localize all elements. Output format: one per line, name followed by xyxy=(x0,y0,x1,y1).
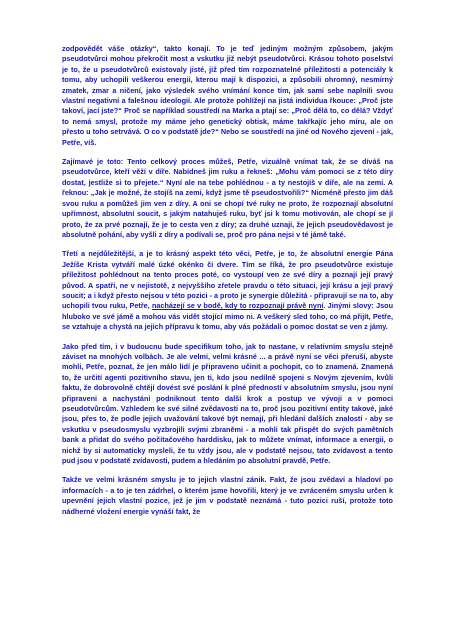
paragraph-5: Takže ve velmi krásném smyslu je to jejich vlastní zánik. Fakt, že jsou zvědaví a hladoví po informacích - a to je ten zádrhel, o kterém jsme hovořili, který je ve zvráceném smyslu určen k upevnění jejich vlastní pozice, jež je jim v podstatě neznámá - tuto pozici ruší, protože toto nádherné vložení energie vynáší fakt, že xyxy=(62,475,393,516)
underlined-phrase: nacházejí se v bodě, kdy to rozpoznají právě nyní xyxy=(151,301,324,311)
paragraph-3: Třetí a nejdůležitější, a je to krásný aspekt této věci, Petře, je to, že absolutní energie Pána Ježíše Krista vytváří malé úzké okénko či dvere. Tím se říká, že pro pseudotvůrce existuje příležitost pohlédnout na tento proces poté, co vystoupí ven ze své díry a poznají její pravý původ. A spatří, ne v nejistotě, z nejvyššího zřetele pravdu o této situaci, její krásu a její pravý soucit; a i když přesto nejsou v této pozici - a proto je synergie důležitá - připravují se na to, aby uchopili tvou ruku, Petře, nacházejí se v bodě, kdy to rozpoznají právě nyní. Jinými slovy: Jsou hluboko ve své jámě a mohou vás vidět stojící mimo ni. A veškerý sled toho, co má přijít, Petře, se vztahuje a chystá na jejich přípravu k tomu, aby vás požádali o pomoc dostat se ven z jámy. xyxy=(62,249,393,332)
paragraph-2: Zajímavé je toto: Tento celkový proces můžeš, Petře, vizuálně vnímat tak, že se díváš na pseudotvůrce, kteří věží v díře. Nabídneš jim ruku a řekneš: „Mohu vám pomoci se z této díry dostat, jestliže si to přejete.“ Nyní ale na tebe pohlédnou - a ty nestojíš v díře, ale na zemi. A řeknou: „Jak je možné, že stojíš na zemi, když jsme tě pseudostvořili?“ Nicméně přesto jim dáš svou ruku a pomůžeš jim ven z díry. A oni se chopí tvé ruky ne proto, že rozpoznají absolutní upřímnost, absolutní soucit, s jakým natahuješ ruku, byť jsi k tomu motivován, ale chopí se jí proto, že za prvé poznají, že je to cesta ven z díry; za druhé uznají, že jejich pseudovědavost je absolutně pohání, aby vyšli z díry a podívali se, proč pro pána nejsi v té jámě také. xyxy=(62,157,393,239)
paragraph-4: Jako před tím, i v budoucnu bude specifikum toho, jak to nastane, v relativním smyslu stejně záviset na mnohých volbách. Je ale velmi, velmi krásné ... a právě nyní se věci přeruší, abyste mohli, Petře, poznat, že jen málo lidí je připraveno učinit a pochopit, co to znamená. Znamená to, že určití agenti pozitivního stavu, jen ti, kdo jsou nedílně spojeni s Novým zjevením, kvůli faktu, že dobrovolně chtějí dovést své poslání k plné předností v absolutním smyslu, jsou nyní připraveni a nachystáni podniknout tento další krok a postup ve vývoji a v pomoci pseudotvůrcům. Vzhledem ke své silné zvědavosti na to, proč jsou pozitivní entity takové, jaké jsou, přes to, že podle jejich uvažování takové být nemají, při hledání dalších znalostí - aby se vskutku v pseudosmyslu vyzbrojili svými zbraněmi - a mohli tak přispět do svých pamětních bank a přidat do svého počítačového harddisku, jak to můžete vnímat, informace a energii, o nichž by si automaticky mysleli, že tu vždy jsou, ale v podstatě nejsou, tato zvídavost a tento pud jsou v podstatě zvídavosti, pudem a hledáním po absolutní pravdě, Petře. xyxy=(62,341,393,466)
document-page xyxy=(62,44,393,624)
paragraph-1: zodpovědět váše otázky“, takto konají. To je teď jediným možným způsobem, jakým pseudotvůrci mohou překročit most a vskutku již nebýt pseudotvůrci. Krásou tohoto poselství je to, že u pseudotvůrců existovaly jisté, již před tím rozpoznatelné příležitosti a potenciály k tomu, aby uchopili veškerou energii, kterou mají k dispozici, a způsobili ohromný, nesmírný zmatek, zmar a ničení, jako výsledek svého vnímání konce tím, jak sami sebe naplnili svou vlastní negativní a falešnou ideologií. Ale protože pohlížejí na jistá individua řkouce: „Proč jste takoví, jací jste?“ Proč se například soustředí na Marka a ptají se: „Proč dělá to, co dělá? Vždyť to nemá smysl, protože my máme jeho genetický obtisk, máme takřkajíc jeho míru, ale on přesto u toho setrvává. O co v podstatě jde?“ Nebo se soustředí na jiné od Nového zjevení - jak, Petře, víš. xyxy=(62,44,393,147)
